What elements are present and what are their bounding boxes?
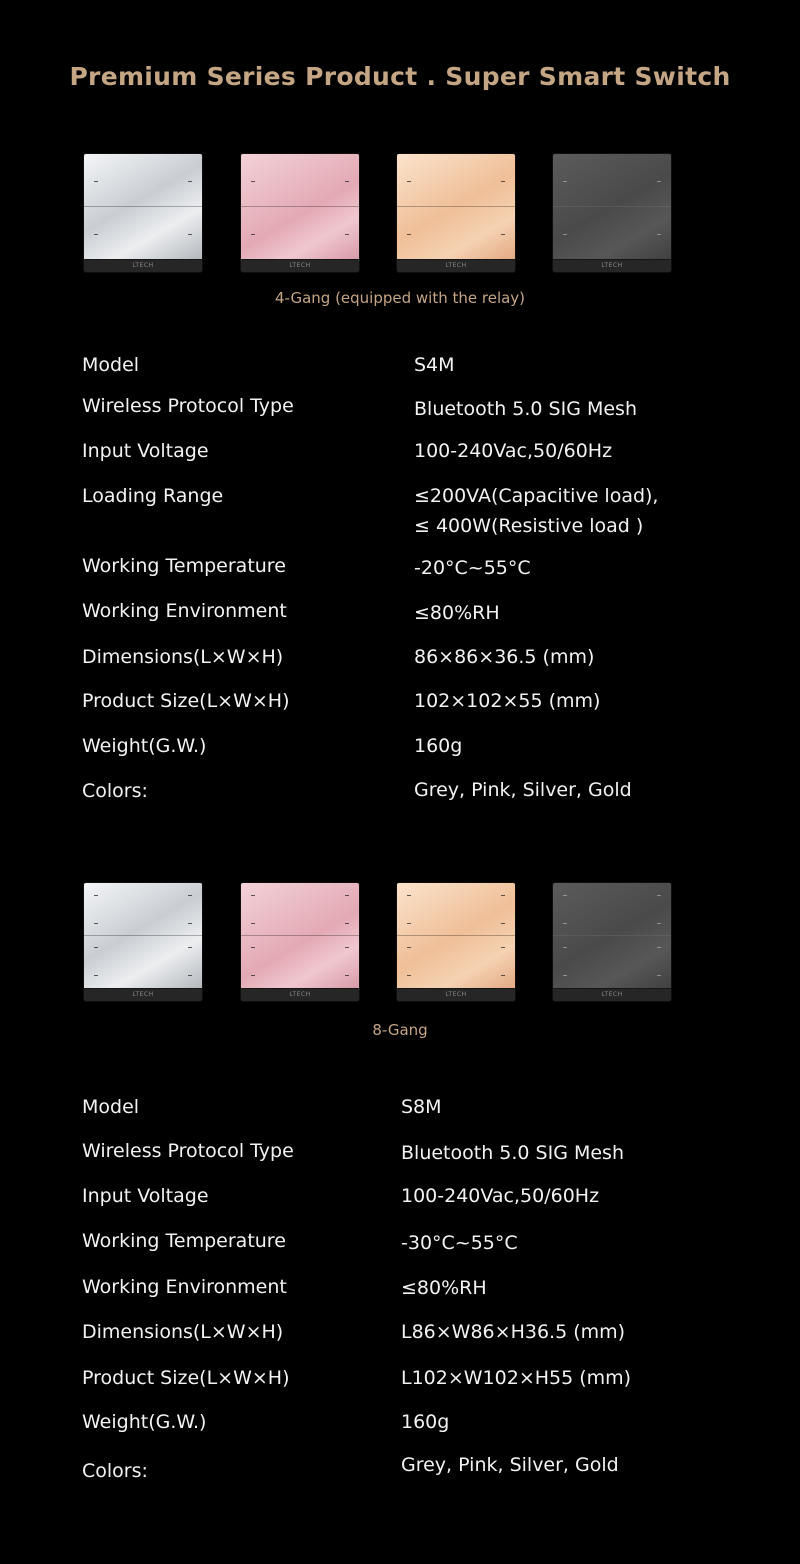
spec-label: Model — [82, 1096, 140, 1118]
switch-panel — [553, 154, 671, 260]
switch-panel — [553, 883, 671, 989]
switch-panel — [84, 154, 202, 260]
spec-value: 160g — [414, 735, 463, 757]
switch-grey-4-gang — [553, 154, 671, 272]
spec-label: Product Size(L×W×H) — [82, 690, 290, 712]
switch-panel — [241, 883, 359, 989]
spec-label: Working Temperature — [82, 1230, 286, 1252]
spec-label: Model — [82, 354, 140, 376]
spec-value: L102×W102×H55 (mm) — [401, 1367, 632, 1389]
switch-silver-4-gang — [84, 154, 202, 272]
brand-logo: LTECH — [553, 259, 671, 272]
spec-value: Grey, Pink, Silver, Gold — [414, 779, 632, 801]
spec-label: Input Voltage — [82, 1185, 209, 1207]
caption-8-gang: 8-Gang — [372, 1021, 428, 1039]
switch-panel — [241, 154, 359, 260]
spec-value: Bluetooth 5.0 SIG Mesh — [414, 398, 637, 420]
spec-value: -30°C~55°C — [401, 1232, 518, 1254]
spec-value: 100-240Vac,50/60Hz — [401, 1185, 600, 1207]
spec-label: Working Temperature — [82, 555, 286, 577]
switch-panel — [397, 154, 515, 260]
spec-value: L86×W86×H36.5 (mm) — [401, 1321, 626, 1343]
spec-value: Bluetooth 5.0 SIG Mesh — [401, 1142, 624, 1164]
switch-gallery-8-gang — [0, 883, 800, 1003]
switch-grey-8-gang — [553, 883, 671, 1001]
switch-pink-4-gang — [241, 154, 359, 272]
switch-gallery-4-gang — [0, 154, 800, 274]
spec-value: ≤80%RH — [414, 602, 500, 624]
spec-label: Wireless Protocol Type — [82, 395, 294, 417]
spec-label: Input Voltage — [82, 440, 209, 462]
spec-label: Colors: — [82, 1460, 148, 1482]
spec-value: ≤200VA(Capacitive load), — [414, 485, 659, 507]
spec-label: Colors: — [82, 780, 148, 802]
switch-panel — [84, 883, 202, 989]
brand-logo: LTECH — [241, 259, 359, 272]
switch-silver-8-gang — [84, 883, 202, 1001]
spec-label: Wireless Protocol Type — [82, 1140, 294, 1162]
spec-label: Weight(G.W.) — [82, 1411, 207, 1433]
spec-value: S4M — [414, 354, 455, 376]
spec-label: Product Size(L×W×H) — [82, 1367, 290, 1389]
page-title: Premium Series Product . Super Smart Switch — [69, 62, 731, 91]
brand-logo: LTECH — [397, 988, 515, 1001]
switch-panel — [397, 883, 515, 989]
switch-gold-4-gang — [397, 154, 515, 272]
brand-logo: LTECH — [84, 988, 202, 1001]
spec-value-line-2: ≤ 400W(Resistive load ) — [414, 515, 644, 537]
brand-logo: LTECH — [397, 259, 515, 272]
spec-label: Weight(G.W.) — [82, 735, 207, 757]
spec-label: Dimensions(L×W×H) — [82, 1321, 284, 1343]
brand-logo: LTECH — [84, 259, 202, 272]
brand-logo: LTECH — [241, 988, 359, 1001]
spec-value: 102×102×55 (mm) — [414, 690, 601, 712]
switch-gold-8-gang — [397, 883, 515, 1001]
spec-value: Grey, Pink, Silver, Gold — [401, 1454, 619, 1476]
spec-value: 86×86×36.5 (mm) — [414, 646, 595, 668]
spec-value: S8M — [401, 1096, 442, 1118]
spec-label: Dimensions(L×W×H) — [82, 646, 284, 668]
spec-value: 160g — [401, 1411, 450, 1433]
caption-4-gang: 4-Gang (equipped with the relay) — [274, 289, 526, 307]
spec-value: ≤80%RH — [401, 1277, 487, 1299]
spec-label: Loading Range — [82, 485, 224, 507]
spec-label: Working Environment — [82, 600, 287, 622]
switch-pink-8-gang — [241, 883, 359, 1001]
spec-label: Working Environment — [82, 1276, 287, 1298]
spec-value: -20°C~55°C — [414, 557, 531, 579]
spec-value: 100-240Vac,50/60Hz — [414, 440, 613, 462]
brand-logo: LTECH — [553, 988, 671, 1001]
